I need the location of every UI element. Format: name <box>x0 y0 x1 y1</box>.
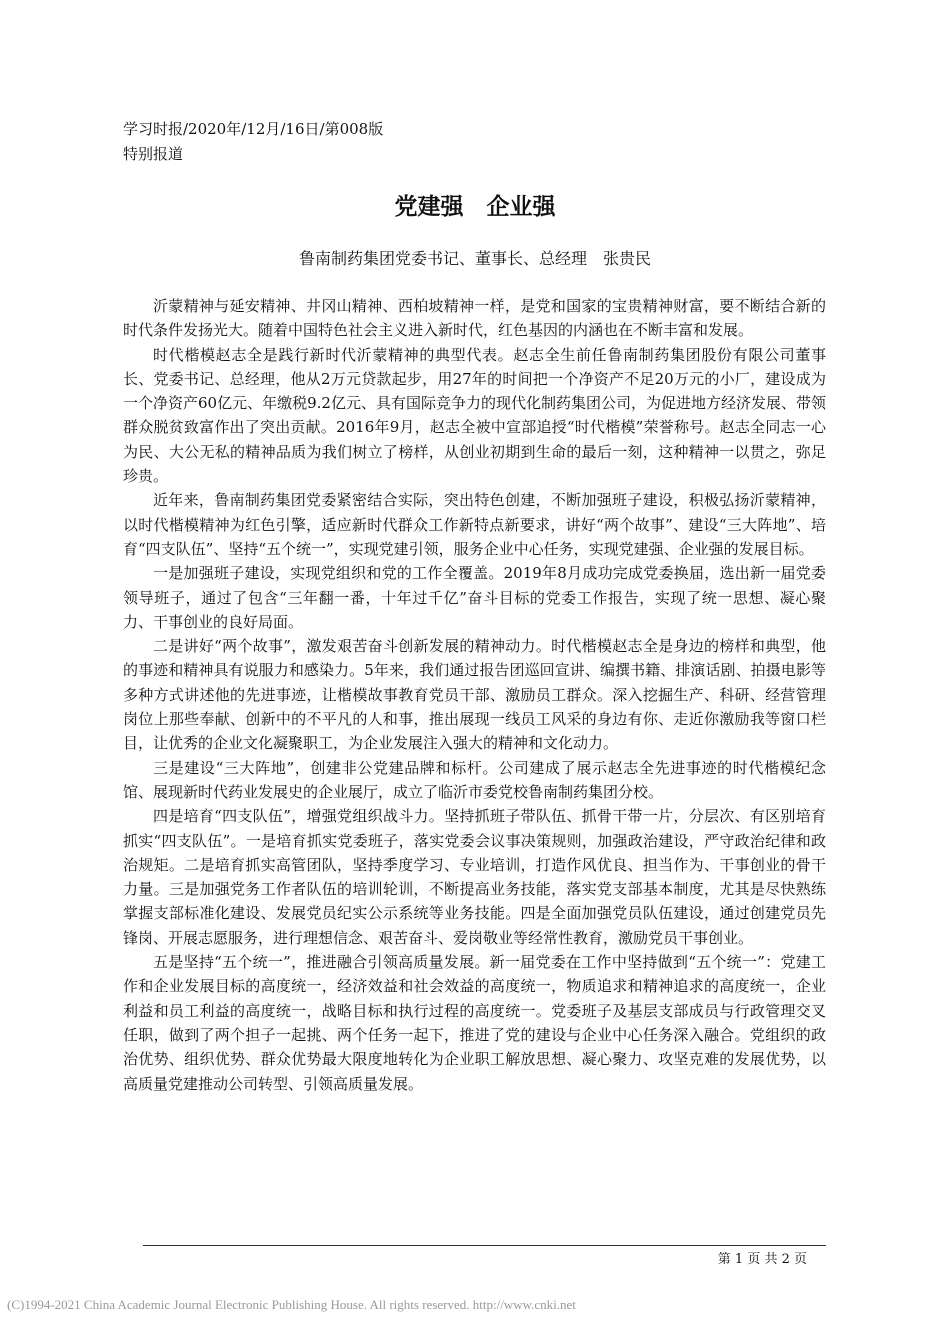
footer-divider <box>143 1245 826 1246</box>
paragraph: 近年来，鲁南制药集团党委紧密结合实际，突出特色创建，不断加强班子建设，积极弘扬沂蒙精神，以时代楷模精神为红色引擎，适应新时代群众工作新特点新要求，讲好“两个故事”、建设“三大阵地”、培育“四支队伍”、坚持“五个统一”，实现党建引领，服务企业中心任务，实现党建强、企业强的发展目标。 <box>123 491 826 558</box>
article-author: 鲁南制药集团党委书记、董事长、总经理 张贵民 <box>298 249 651 268</box>
paragraph: 二是讲好“两个故事”，激发艰苦奋斗创新发展的精神动力。时代楷模赵志全是身边的榜样和典型，他的事迹和精神具有说服力和感染力。5年来，我们通过报告团巡回宣讲、编撰书籍、排演话剧、拍摄电影等多种方式讲述他的先进事迹，让楷模故事教育党员干部、激励员工群众。深入挖掘生产、科研、经营管理岗位上那些奉献、创新中的不平凡的人和事，推出展现一线员工风采的身边有你、走近你激励我等窗口栏目，让优秀的企业文化凝聚职工，为企业发展注入强大的精神和文化动力。 <box>123 637 826 753</box>
column-name: 特别报道 <box>123 145 184 163</box>
paragraph: 一是加强班子建设，实现党组织和党的工作全覆盖。2019年8月成功完成党委换届，选出新一届党委领导班子，通过了包含“三年翻一番，十年过千亿”奋斗目标的党委工作报告，实现了统一思想、凝心聚力、干事创业的良好局面。 <box>123 564 826 631</box>
page-number: 第 1 页 共 2 页 <box>717 1252 807 1267</box>
paragraph: 时代楷模赵志全是践行新时代沂蒙精神的典型代表。赵志全生前任鲁南制药集团股份有限公司董事长、党委书记、总经理，他从2万元贷款起步，用27年的时间把一个净资产不足20万元的小厂，建设成为一个净资产60亿元、年缴税9.2亿元、具有国际竞争力的现代化制药集团公司，为促进地方经济发展、带领群众脱贫致富作出了突出贡献。2016年9月，赵志全被中宣部追授“时代楷模”荣誉称号。赵志全同志一心为民、大公无私的精神品质为我们树立了榜样，从创业初期到生命的最后一刻，这种精神一以贯之，弥足珍贵。 <box>123 345 826 486</box>
source-line: 学习时报/2020年/12月/16日/第008版 <box>123 120 384 138</box>
paragraph: 三是建设“三大阵地”，创建非公党建品牌和标杆。公司建成了展示赵志全先进事迹的时代楷模纪念馆、展现新时代药业发展史的企业展厅，成立了临沂市委党校鲁南制药集团分校。 <box>123 758 826 801</box>
publication-header <box>123 117 383 167</box>
article-title: 党建强 企业强 <box>394 194 556 220</box>
copyright-notice: (C)1994-2021 China Academic Journal Electronic Publishing House. All rights reserved. http://www.cnki.net <box>7 1297 576 1312</box>
paragraph: 沂蒙精神与延安精神、井冈山精神、西柏坡精神一样，是党和国家的宝贵精神财富，要不断结合新的时代条件发扬光大。随着中国特色社会主义进入新时代，红色基因的内涵也在不断丰富和发展。 <box>123 297 826 340</box>
paragraph: 五是坚持“五个统一”，推进融合引领高质量发展。新一届党委在工作中坚持做到“五个统一”：党建工作和企业发展目标的高度统一，经济效益和社会效益的高度统一，物质追求和精神追求的高度统一，企业利益和员工利益的高度统一，战略目标和执行过程的高度统一。党委班子及基层支部成员与行政管理交叉任职，做到了两个担子一起挑、两个任务一起下，推进了党的建设与企业中心任务深入融合。党组织的政治优势、组织优势、群众优势最大限度地转化为企业职工解放思想、凝心聚力、攻坚克难的发展优势，以高质量党建推动公司转型、引领高质量发展。 <box>123 953 826 1093</box>
paragraph: 四是培育“四支队伍”，增强党组织战斗力。坚持抓班子带队伍、抓骨干带一片，分层次、有区别培育抓实“四支队伍”。一是培育抓实党委班子，落实党委会议事决策规则，加强政治建设，严守政治纪律和政治规矩。二是培育抓实高管团队，坚持季度学习、专业培训，打造作风优良、担当作为、干事创业的骨干力量。三是加强党务工作者队伍的培训轮训，不断提高业务技能，落实党支部基本制度，尤其是尽快熟练掌握支部标准化建设、发展党员纪实公示系统等业务技能。四是全面加强党员队伍建设，通过创建党员先锋岗、开展志愿服务，进行理想信念、艰苦奋斗、爱岗敬业等经常性教育，激励党员干事创业。 <box>123 807 826 947</box>
article-body <box>123 294 826 1096</box>
